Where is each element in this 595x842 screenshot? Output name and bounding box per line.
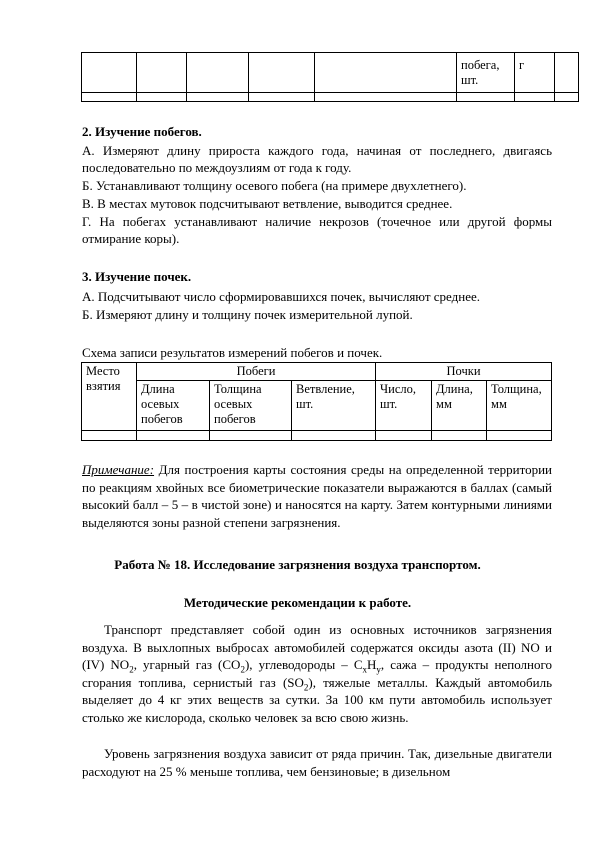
section3-item-b: Б. Измеряют длину и толщину почек измерительной лупой. xyxy=(82,307,413,322)
top-table-cell xyxy=(249,53,315,93)
section3-heading: 3. Изучение почек. xyxy=(82,269,192,284)
section3-item-a: А. Подсчитывают число сформировавшихся почек, вычисляют среднее. xyxy=(82,289,481,304)
scheme-empty-cell xyxy=(432,431,487,441)
scheme-empty-cell xyxy=(376,431,432,441)
scheme-empty-cell xyxy=(292,431,376,441)
transport-paragraph: Транспорт представляет собой один из основных источников загрязнения воздуха. В выхлопных выбросах автомобилей содержатся оксиды азота (II) NO и (IV) $NO_2$, угарный газ $(CO_2)$, углеводороды – $C_xH_y$, сажа – продукты неполного сгорания топлива, сернистый газ $(SO_2)$, тяжелые металлы. Каждый автомобиль выделяет до 4 кг этих веществ за сутки. За 100 км пути автомобиль использует столько же кислорода, сколько человек за всю свою жизнь. xyxy=(82,622,552,725)
scheme-place-header: Место взятия xyxy=(82,363,137,431)
top-table-cell xyxy=(187,53,249,93)
section2-item-g: Г. На побегах устанавливают наличие некрозов (точечное или другой формы отмирание коры). xyxy=(82,214,552,246)
top-table-cell-shoot-count: побега, шт. xyxy=(457,53,515,93)
section2-item-b: Б. Устанавливают толщину осевого побега (на примере двухлетнего). xyxy=(82,178,467,193)
method-title: Методические рекомендации к работе. xyxy=(183,595,412,610)
top-table-cell xyxy=(555,53,579,93)
section2-item-v: В. В местах мутовок подсчитывают ветвление, выводится среднее. xyxy=(82,196,453,211)
note-text: Для построения карты состояния среды на определенной территории по реакциям хвойных все биометрические показатели выражаются в баллах (самый высокий балл – 5 – в чистой зоне) и наносятся на карту. Затем контурными линиями выделяются зоны разной степени загрязнения. xyxy=(82,462,552,530)
scheme-empty-cell xyxy=(137,431,210,441)
scheme-table xyxy=(81,362,552,441)
top-table xyxy=(81,52,579,102)
section2-item-a: А. Измеряют длину прироста каждого года, начиная от последнего, двигаясь последовательно по междоузлиям от года к году. xyxy=(82,143,552,175)
scheme-shoots-header: Побеги xyxy=(137,363,376,381)
scheme-shoot-thickness-header: Толщина осевых побегов xyxy=(210,381,292,431)
scheme-shoot-length-header: Длина осевых побегов xyxy=(137,381,210,431)
scheme-bud-count-header: Число, шт. xyxy=(376,381,432,431)
top-table-cell-g: г xyxy=(515,53,555,93)
scheme-bud-length-header: Длина, мм xyxy=(432,381,487,431)
scheme-buds-header: Почки xyxy=(376,363,552,381)
scheme-empty-cell xyxy=(82,431,137,441)
scheme-branching-header: Ветвление, шт. xyxy=(292,381,376,431)
pollution-level-paragraph: Уровень загрязнения воздуха зависит от ряда причин. Так, дизельные двигатели расходуют на 25 % меньше топлива, чем бензиновые; в дизельном xyxy=(82,746,552,779)
section2-heading: 2. Изучение побегов. xyxy=(82,124,202,139)
scheme-empty-cell xyxy=(210,431,292,441)
top-table-cell xyxy=(315,53,457,93)
note-paragraph xyxy=(82,461,552,531)
top-table-cell xyxy=(82,53,137,93)
top-table-cell xyxy=(137,53,187,93)
work-title: Работа № 18. Исследование загрязнения воздуха транспортом. xyxy=(114,557,481,572)
scheme-bud-thickness-header: Толщина, мм xyxy=(487,381,552,431)
scheme-caption: Схема записи результатов измерений побегов и почек. xyxy=(82,345,383,360)
scheme-empty-cell xyxy=(487,431,552,441)
note-label: Примечание: xyxy=(82,462,155,477)
